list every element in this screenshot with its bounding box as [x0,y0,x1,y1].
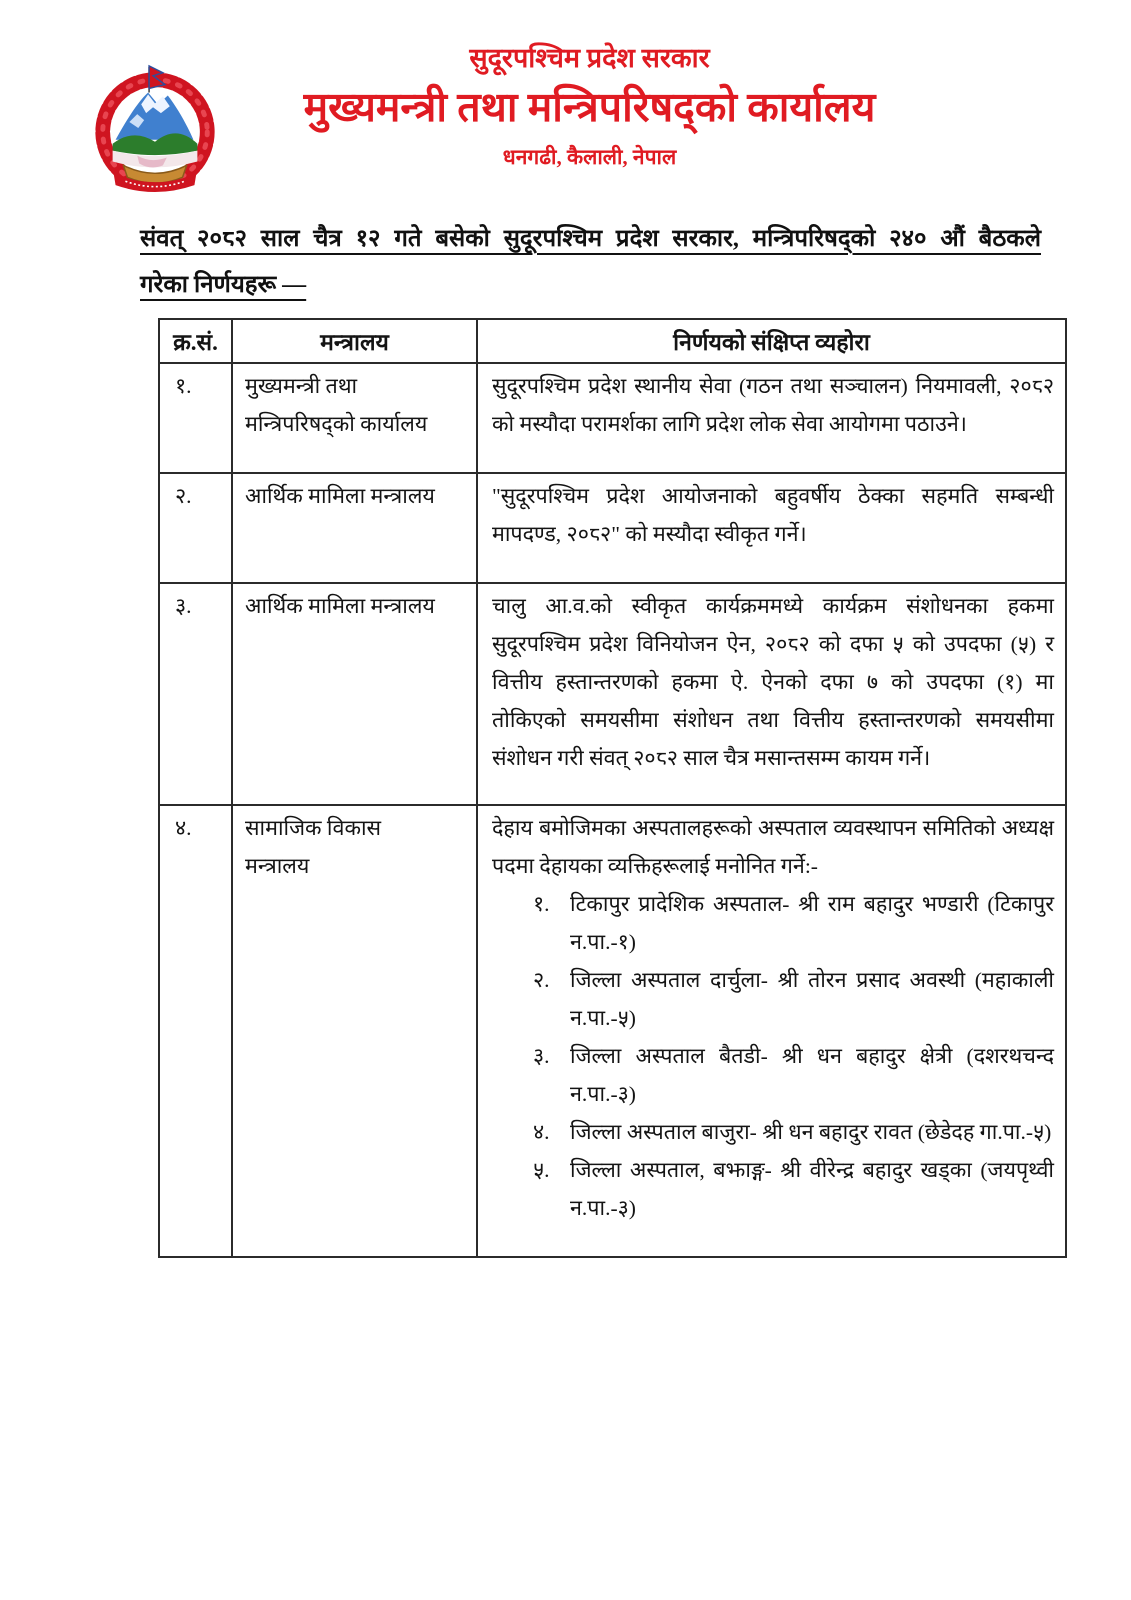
row1-decision: सुदूरपश्चिम प्रदेश स्थानीय सेवा (गठन तथा सञ्चालन) नियमावली, २०८२ को मस्यौदा परामर्शका लागि प्रदेश लोक सेवा आयोगमा पठाउने। [477,363,1066,473]
list-item-text: जिल्ला अस्पताल दार्चुला- श्री तोरन प्रसाद अवस्थी (महाकाली न.पा.-५) [570,968,1054,1030]
meeting-decision-intro [140,216,1041,308]
column-header-ministry: मन्त्रालय [232,319,477,363]
table-row [159,473,1066,583]
table-row [159,805,1066,1257]
row2-decision: "सुदूरपश्चिम प्रदेश आयोजनाको बहुवर्षीय ठेक्का सहमति सम्बन्धी मापदण्ड, २०८२" को मस्यौदा स्वीकृत गर्ने। [477,473,1066,583]
list-item-text: जिल्ला अस्पताल, बझाङ्ग- श्री वीरेन्द्र बहादुर खड्का (जयपृथ्वी न.पा.-३) [570,1158,1054,1220]
list-item-text: जिल्ला अस्पताल बाजुरा- श्री धन बहादुर रावत (छेडेदह गा.पा.-५) [570,1120,1052,1144]
row2-ministry: आर्थिक मामिला मन्त्रालय [232,473,477,583]
list-item-number: ५. [533,1158,550,1182]
column-header-decision-summary: निर्णयको संक्षिप्त व्यहोरा [477,319,1066,363]
decisions-table [158,318,1067,1258]
letterhead [0,0,1131,170]
row2-serial: २. [159,473,232,583]
list-item [533,885,1054,961]
row4-ministry: सामाजिक विकास मन्त्रालय [232,805,477,1257]
province-government-name: सुदूरपश्चिम प्रदेश सरकार [469,43,710,73]
row3-ministry: आर्थिक मामिला मन्त्रालय [232,583,477,805]
list-item [533,1113,1054,1151]
list-item-text: टिकापुर प्रादेशिक अस्पताल- श्री राम बहादुर भण्डारी (टिकापुर न.पा.-१) [570,892,1054,954]
list-item [533,961,1054,1037]
list-item [533,1037,1054,1113]
row3-decision: चालु आ.व.को स्वीकृत कार्यक्रममध्ये कार्यक्रम संशोधनका हकमा सुदूरपश्चिम प्रदेश विनियोजन ऐन, २०८२ को दफा ५ को उपदफा (५) र वित्तीय हस्तान्तरणको हकमा ऐ. ऐनको दफा ७ को उपदफा (१) मा तोकिएको समयसीमा संशोधन तथा वित्तीय हस्तान्तरणको समयसीमा संशोधन गरी संवत् २०८२ साल चैत्र मसान्तसम्म कायम गर्ने। [477,583,1066,805]
list-item-number: २. [533,968,550,992]
intro-line-1: संवत् २०८२ साल चैत्र १२ गते बसेको सुदूरपश्चिम प्रदेश सरकार, मन्त्रिपरिषद्को २४० औं बैठकले [140,226,1041,252]
row4-serial: ४. [159,805,232,1257]
row1-ministry: मुख्यमन्त्री तथा मन्त्रिपरिषद्को कार्यालय [232,363,477,473]
table-row [159,583,1066,805]
intro-line-2: गरेका निर्णयहरू — [140,272,307,298]
row3-serial: ३. [159,583,232,805]
list-item-number: ३. [533,1044,550,1068]
list-item-number: ४. [533,1120,550,1144]
office-address: धनगढी, कैलाली, नेपाल [502,145,677,169]
hospital-nominee-list [492,885,1054,1227]
list-item [533,1151,1054,1227]
list-item-number: १. [533,892,550,916]
row1-serial: १. [159,363,232,473]
nepal-coat-of-arms-icon [86,56,224,196]
row4-decision-intro: देहाय बमोजिमका अस्पतालहरूको अस्पताल व्यवस्थापन समितिको अध्यक्ष पदमा देहायका व्यक्तिहरूलाई मनोनित गर्ने:- [492,816,1054,878]
list-item-text: जिल्ला अस्पताल बैतडी- श्री धन बहादुर क्षेत्री (दशरथचन्द न.पा.-३) [570,1044,1054,1106]
office-name: मुख्यमन्त्री तथा मन्त्रिपरिषद्को कार्यालय [303,84,876,130]
column-header-serial-number: क्र.सं. [159,319,232,363]
table-header-row [159,319,1066,363]
table-row [159,363,1066,473]
